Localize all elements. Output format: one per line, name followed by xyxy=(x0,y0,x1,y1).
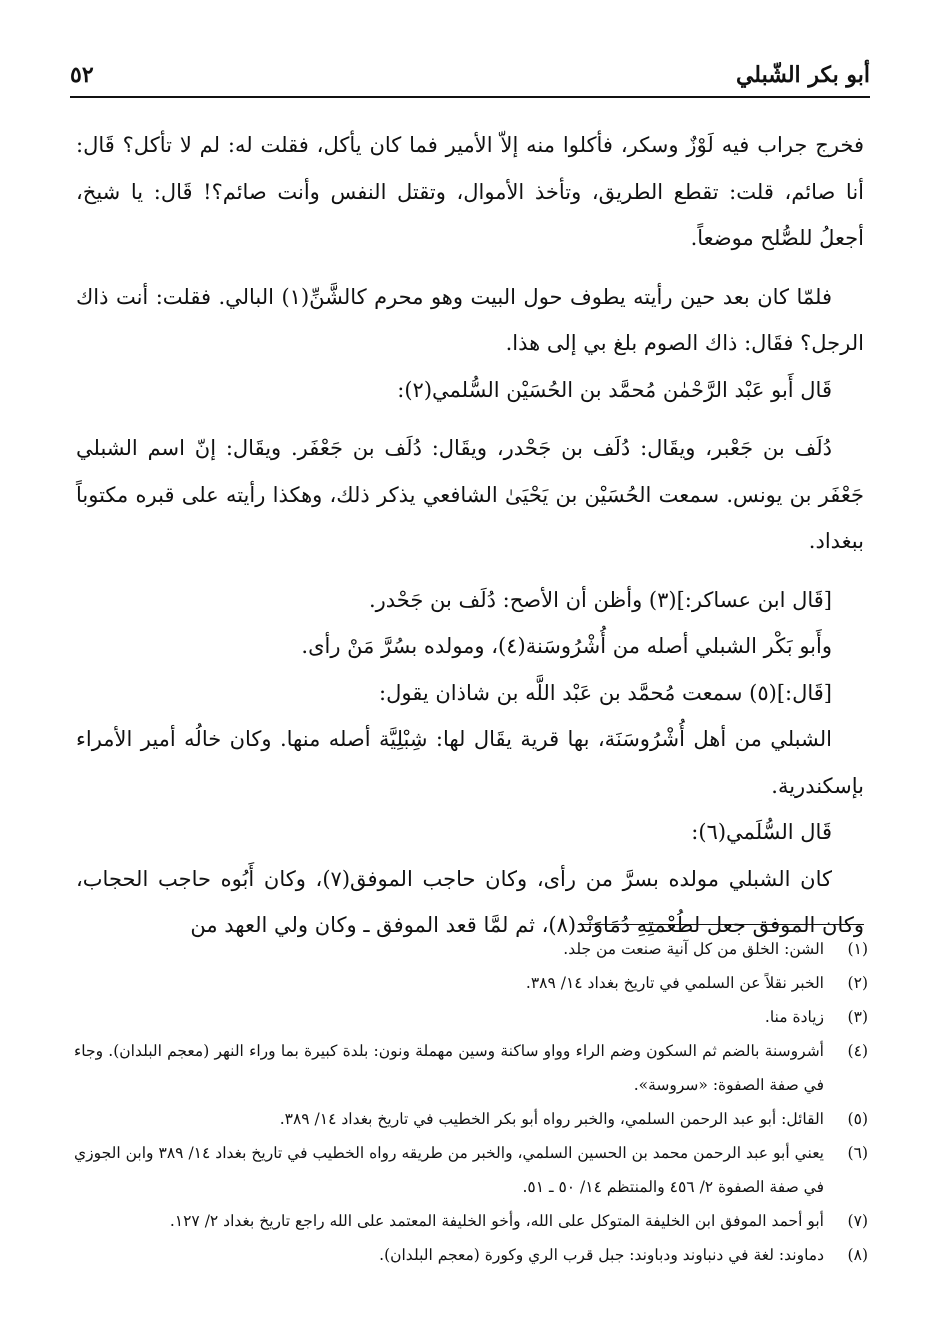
footnote xyxy=(74,1238,868,1272)
footnote-text: الخبر نقلاً عن السلمي في تاريخ بغداد ١٤/ ٣٨٩. xyxy=(525,974,824,992)
footnote-number: (٢) xyxy=(847,974,868,992)
footnote-text: الشن: الخلق من كل آنية صنعت من جلد. xyxy=(563,940,824,958)
paragraph: دُلَف بن جَعْبر، ويقَال: دُلَف بن جَحْدر، ويقَال: دُلَف بن جَعْفَر. ويقَال: إنّ اسم الشبلي جَعْفَر بن يونس. سمعت الحُسَيْن بن يَحْيَىٰ الشافعي يذكر ذلك، وهكذا رأيته على قبره مكتوباً ببغداد. xyxy=(76,436,864,553)
paragraph: قَال السُّلَمي(٦): xyxy=(691,820,832,844)
page-header xyxy=(70,56,870,98)
footnote xyxy=(74,1204,868,1238)
paragraph: قَال أَبو عَبْد الرَّحْمٰن مُحمَّد بن الحُسَيْن السُّلمي(٢): xyxy=(397,377,832,402)
footnote xyxy=(74,1000,868,1034)
footnote-number: (١) xyxy=(847,940,868,958)
main-text xyxy=(76,122,864,949)
page-number: ٥٢ xyxy=(70,62,94,88)
footnote-number: (٥) xyxy=(847,1110,868,1128)
footnote-number: (٧) xyxy=(847,1212,868,1230)
paragraph: كان الشبلي مولده بسرَّ من رأى، وكان حاجب الموفق(٧)، وكان أَبُوه حاجب الحجاب، وكان الموفق جعل لطُعْمتِهِ دُمَاوَنْد(٨)، ثم لمَّا قعد الموفق ـ وكان ولي العهد من xyxy=(76,866,864,937)
footnote-number: (٤) xyxy=(847,1042,868,1060)
paragraph: [قَال:](٥) سمعت مُحمَّد بن عَبْد اللَّه بن شاذان يقول: xyxy=(379,680,832,705)
footnote-text: يعني أبو عبد الرحمن محمد بن الحسين السلمي، والخبر من طريقه رواه الخطيب في تاريخ بغداد ١٤/ ٣٨٩ وابن الجوزي في صفة الصفوة ٢/ ٤٥٦ والمنتظم ١٤/ ٥٠ ـ ٥١. xyxy=(74,1144,824,1196)
footnote xyxy=(74,1136,868,1204)
paragraph: فخرج جراب فيه لَوْزٌ وسكر، فأكلوا منه إلاّ الأمير فما كان يأكل، فقلت له: لم لا تأكل؟ قَال: أنا صائم، قلت: تقطع الطريق، وتأخذ الأموال، وتقتل النفس وأنت صائم؟! قَال: يا شيخ، أجعلُ للصُّلح موضعاً. xyxy=(76,133,864,250)
footnote xyxy=(74,932,868,966)
footnote xyxy=(74,1034,868,1102)
header-rule xyxy=(70,96,870,98)
footnotes xyxy=(74,932,868,1272)
footnote-text: أشروسنة بالضم ثم السكون وضم الراء وواو ساكنة وسين مهملة ونون: بلدة كبيرة بما وراء النهر (معجم البلدان). وجاء في صفة الصفوة: «سروسة». xyxy=(74,1042,824,1094)
paragraph: [قَال ابن عساكر:](٣) وأظن أن الأصح: دُلَف بن جَحْدر. xyxy=(368,587,832,612)
paragraph: الشبلي من أهل أُشْرُوسَنَة، بها قرية يقَال لها: شِبْلِيَّة أصله منها. وكان خالُه أمير الأمراء بإسكندرية. xyxy=(76,727,864,798)
footnote-separator xyxy=(578,924,864,925)
footnote-text: أبو أحمد الموفق ابن الخليفة المتوكل على الله، وأخو الخليفة المعتمد على الله راجع تاريخ بغداد ٢/ ١٢٧. xyxy=(169,1212,824,1230)
running-title: أبو بكر الشّبلي xyxy=(735,62,870,88)
footnote-text: زيادة منا. xyxy=(764,1008,824,1026)
footnote-text: دماوند: لغة في دنباوند ودباوند: جبل قرب الري وكورة (معجم البلدان). xyxy=(379,1246,824,1264)
footnote xyxy=(74,1102,868,1136)
footnote-number: (٣) xyxy=(847,1008,868,1026)
footnote xyxy=(74,966,868,1000)
paragraph: وأَبو بَكْر الشبلي أصله من أُشْرُوسَنة(٤)، ومولده بسُرَّ مَنْ رأى. xyxy=(301,634,832,658)
footnote-number: (٦) xyxy=(847,1144,868,1162)
footnote-number: (٨) xyxy=(847,1246,868,1264)
paragraph: فلمّا كان بعد حين رأيته يطوف حول البيت وهو محرم كالشَّنِّ(١) البالي. فقلت: أنت ذاك الرجل؟ فقَال: ذاك الصوم بلغ بي إلى هذا. xyxy=(76,284,864,355)
footnote-text: القائل: أبو عبد الرحمن السلمي، والخبر رواه أبو بكر الخطيب في تاريخ بغداد ١٤/ ٣٨٩. xyxy=(279,1110,824,1128)
